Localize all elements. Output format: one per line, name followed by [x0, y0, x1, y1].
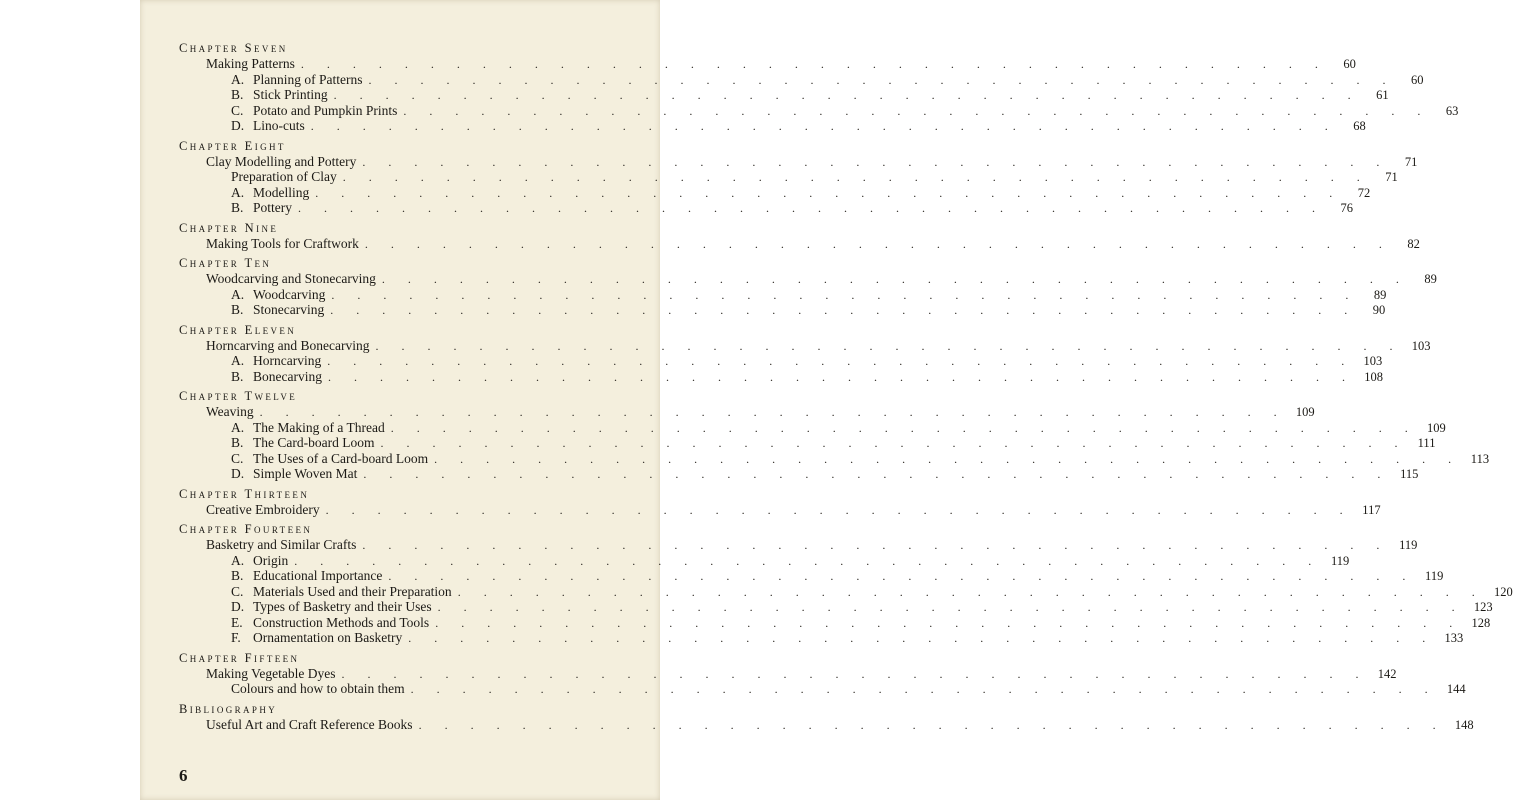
toc-entry-title-group	[206, 404, 254, 420]
chapter-section	[179, 388, 1490, 482]
toc-entry-title: Types of Basketry and their Uses	[253, 599, 432, 614]
toc-entry-page: 123	[1473, 600, 1493, 614]
chapter-section	[179, 650, 1466, 697]
toc-entry-title: The Card-board Loom	[253, 435, 375, 450]
toc-entry	[179, 118, 1366, 134]
toc-entry-title-group	[206, 56, 295, 72]
toc-entry-title-group	[231, 568, 382, 584]
toc-entry-letter: B.	[231, 200, 244, 215]
toc-entry-title-group	[206, 236, 359, 252]
toc-entry-title-group	[206, 502, 320, 518]
toc-entry-title: Materials Used and their Preparation	[253, 583, 452, 599]
toc-entry-title-group	[231, 185, 309, 201]
toc-entry	[179, 404, 1315, 420]
toc-entry-letter: A.	[231, 286, 245, 302]
toc-entry-title-group	[231, 302, 324, 318]
chapter-heading: Bibliography	[179, 701, 278, 716]
toc-entry-letter: D.	[231, 118, 245, 133]
toc-entry-title-group	[231, 353, 321, 369]
dot-leader: . . . . . . . . . . . . . . . . . . . . . . . . . . . . . . . . . . . . . . . .	[381, 272, 1409, 286]
toc-entry-page: 148	[1454, 717, 1474, 732]
dot-leader: . . . . . . . . . . . . . . . . . . . . . . . . . . . . . . . . . . . . . . . .	[327, 354, 1355, 368]
toc-entry-title-group	[206, 154, 356, 170]
toc-entry-title: The Uses of a Card-board Loom	[253, 450, 429, 466]
toc-entry-page: 117	[1362, 502, 1381, 517]
dot-leader: . . . . . . . . . . . . . . . . . . . . . . . . . . . . . . . . . . . . . . . .	[388, 569, 1416, 583]
toc-entry-title: Pottery	[253, 200, 292, 215]
toc-entry-letter: F.	[231, 630, 241, 645]
dot-leader: . . . . . . . . . . . . . . . . . . . . . . . . . . . . . . . . . . . . . . . .	[418, 717, 1446, 732]
toc-entry	[179, 599, 1493, 615]
toc-entry-letter: C.	[231, 102, 244, 118]
toc-entry-page: 133	[1444, 631, 1464, 645]
toc-entry-title: Stick Printing	[253, 87, 328, 102]
dot-leader: . . . . . . . . . . . . . . . . . . . . . . . . . . . . . . . . . . . . . . . .	[375, 338, 1403, 353]
toc-entry-title-group	[231, 599, 432, 615]
toc-entry-page: 111	[1417, 436, 1436, 450]
toc-entry-letter: E.	[231, 614, 243, 630]
dot-leader: . . . . . . . . . . . . . . . . . . . . . . . . . . . . . . . . . . . . . . . .	[362, 154, 1390, 169]
toc-entry-title: Clay Modelling and Pottery	[206, 153, 357, 169]
toc-entry-letter: C.	[231, 583, 244, 599]
toc-entry-page: 103	[1363, 354, 1383, 368]
dot-leader: . . . . . . . . . . . . . . . . . . . . . . . . . . . . . . . . . . . . . . . .	[437, 600, 1465, 614]
toc-entry-page: 90	[1372, 303, 1386, 317]
toc-entry	[179, 419, 1446, 436]
toc-entry-letter: B.	[231, 302, 244, 317]
toc-entry-title: Horncarving	[253, 353, 322, 368]
toc-entry-page: 76	[1340, 201, 1353, 215]
dot-leader: . . . . . . . . . . . . . . . . . . . . . . . . . . . . . . . . . . . . . . . .	[380, 436, 1408, 450]
toc-entry-title-group	[231, 681, 405, 697]
dot-leader: . . . . . . . . . . . . . . . . . . . . . . . . . . . . . . . . . . . . . . . .	[341, 666, 1369, 681]
toc-entry-page: 119	[1425, 569, 1444, 583]
chapter-section	[179, 322, 1431, 385]
toc-entry-page: 68	[1353, 119, 1366, 133]
toc-entry-page: 103	[1411, 338, 1431, 353]
dot-leader: . . . . . . . . . . . . . . . . . . . . . . . . . . . . . . . . . . . . . . . .	[410, 682, 1438, 696]
toc-entry	[179, 302, 1386, 318]
toc-entry-title: Bonecarving	[253, 368, 322, 384]
toc-entry	[179, 665, 1397, 682]
toc-entry-title: Useful Art and Craft Reference Books	[206, 716, 413, 732]
toc-entry-page: 119	[1399, 538, 1418, 552]
dot-leader: . . . . . . . . . . . . . . . . . . . . . . . . . . . . . . . . . . . . . . . .	[327, 369, 1355, 384]
chapter-section	[179, 521, 1513, 646]
toc-entry	[179, 630, 1464, 646]
toc-entry-page: 71	[1385, 170, 1398, 184]
dot-leader: . . . . . . . . . . . . . . . . . . . . . . . . . . . . . . . . . . . . . . . .	[390, 420, 1418, 435]
toc-entry-title: Potato and Pumpkin Prints	[253, 102, 398, 118]
page-number: 6	[179, 766, 188, 785]
toc-entry	[179, 501, 1381, 518]
toc-entry-title: Planning of Patterns	[253, 71, 363, 87]
toc-entry-title-group	[231, 615, 429, 631]
toc-entry-title-group	[231, 466, 357, 482]
chapter-heading: Chapter Seven	[179, 41, 288, 55]
chapter-section	[179, 138, 1418, 216]
toc-entry	[179, 184, 1371, 201]
toc-entry-title-group	[231, 420, 385, 436]
toc-entry-title: Origin	[253, 552, 289, 568]
toc-entry-page: 89	[1373, 287, 1387, 302]
toc-entry-title-group	[231, 584, 452, 600]
toc-entry-letter: B.	[231, 87, 244, 102]
toc-entry-title: Preparation of Clay	[231, 169, 337, 184]
toc-entry-title: Weaving	[206, 404, 254, 419]
chapter-heading: Chapter Eleven	[179, 322, 297, 337]
toc-entry	[179, 353, 1383, 369]
toc-entry	[179, 71, 1424, 88]
toc-entry-page: 72	[1357, 185, 1371, 200]
book-page	[140, 0, 1513, 800]
toc-entry-letter: B.	[231, 368, 244, 384]
dot-leader: . . . . . . . . . . . . . . . . . . . . . . . . . . . . . . . . . . . . . . . .	[364, 236, 1392, 251]
toc-entry-title-group	[231, 553, 288, 569]
toc-entry-title-group	[231, 118, 305, 134]
toc-entry-title-group	[231, 287, 325, 303]
dot-leader: . . . . . . . . . . . . . . . . . . . . . . . . . . . . . . . . . . . . . . . .	[363, 467, 1391, 481]
toc-entry-title: Horncarving and Bonecarving	[206, 337, 370, 353]
toc-entry-title: Colours and how to obtain them	[231, 681, 405, 696]
toc-entry	[179, 450, 1490, 467]
toc-entry-title-group	[206, 666, 335, 682]
dot-leader: . . . . . . . . . . . . . . . . . . . . . . . . . . . . . . . . . . . . . . . .	[434, 451, 1462, 466]
toc-entry-letter: A.	[231, 353, 245, 368]
toc-entry-title: Woodcarving	[253, 286, 326, 302]
toc-entry-letter: A.	[231, 552, 245, 568]
toc-entry-page: 108	[1364, 369, 1383, 384]
chapter-section	[179, 701, 1474, 733]
dot-leader: . . . . . . . . . . . . . . . . . . . . . . . . . . . . . . . . . . . . . . . .	[333, 88, 1361, 102]
dot-leader: . . . . . . . . . . . . . . . . . . . . . . . . . . . . . . . . . . . . . . . .	[310, 119, 1338, 133]
dot-leader: . . . . . . . . . . . . . . . . . . . . . . . . . . . . . . . . . . . . . . . .	[362, 538, 1390, 552]
toc-entry	[179, 56, 1356, 72]
toc-entry	[179, 153, 1418, 170]
toc-entry-title-group	[231, 169, 337, 185]
dot-leader: . . . . . . . . . . . . . . . . . . . . . . . . . . . . . . . . . . . . . . . .	[403, 103, 1431, 118]
dot-leader: . . . . . . . . . . . . . . . . . . . . . . . . . . . . . . . . . . . . . . . .	[408, 631, 1436, 645]
dot-leader: . . . . . . . . . . . . . . . . . . . . . . . . . . . . . . . . . . . . . . . .	[259, 405, 1287, 419]
toc-entry	[179, 435, 1436, 451]
toc-entry-title: Creative Embroidery	[206, 501, 320, 517]
toc-entry	[179, 235, 1420, 252]
toc-entry-title-group	[231, 369, 322, 385]
dot-leader: . . . . . . . . . . . . . . . . . . . . . . . . . . . . . . . . . . . . . . . .	[315, 185, 1343, 200]
chapter-heading: Chapter Fourteen	[179, 522, 313, 536]
toc-entry-title-group	[206, 537, 356, 553]
toc-entry-page: 142	[1377, 666, 1397, 681]
toc-entry	[179, 681, 1466, 697]
toc-entry	[179, 466, 1419, 482]
toc-entry-title-group	[231, 435, 374, 451]
toc-entry-title: Educational Importance	[253, 568, 383, 583]
toc-entry	[179, 614, 1491, 631]
toc-entry	[179, 568, 1444, 584]
chapter-section	[179, 40, 1459, 134]
toc-entry-page: 63	[1445, 103, 1459, 118]
toc-entry-title: Basketry and Similar Crafts	[206, 537, 357, 552]
toc-entry-letter: A.	[231, 184, 245, 200]
chapter-heading: Chapter Thirteen	[179, 486, 310, 501]
dot-leader: . . . . . . . . . . . . . . . . . . . . . . . . . . . . . . . . . . . . . . . .	[457, 584, 1485, 599]
toc-entry-page: 89	[1424, 272, 1437, 286]
toc-entry-title-group	[231, 451, 428, 467]
table-of-contents	[179, 40, 1513, 732]
toc-entry	[179, 337, 1431, 354]
toc-entry-title: Construction Methods and Tools	[253, 614, 430, 630]
toc-entry-letter: D.	[231, 599, 245, 614]
toc-entry-title: Making Tools for Craftwork	[206, 235, 359, 251]
chapter-section	[179, 220, 1420, 252]
toc-entry-title-group	[231, 103, 397, 119]
toc-entry-page: 71	[1404, 154, 1418, 169]
toc-entry-page: 113	[1470, 451, 1490, 466]
toc-entry	[179, 169, 1398, 185]
toc-entry	[179, 200, 1353, 216]
toc-entry-title-group	[206, 271, 376, 287]
toc-entry-letter: B.	[231, 568, 244, 583]
toc-entry-page: 128	[1471, 615, 1491, 630]
toc-entry-title: Making Patterns	[206, 56, 295, 71]
dot-leader: . . . . . . . . . . . . . . . . . . . . . . . . . . . . . . . . . . . . . . . .	[298, 201, 1325, 215]
toc-entry-title: Lino-cuts	[253, 118, 305, 133]
chapter-heading: Chapter Ten	[179, 256, 272, 270]
toc-entry-title: Modelling	[253, 184, 310, 200]
chapter-heading: Chapter Nine	[179, 220, 279, 235]
toc-entry	[179, 537, 1418, 553]
toc-entry-letter: A.	[231, 419, 245, 435]
toc-entry-page: 115	[1400, 467, 1419, 481]
dot-leader: . . . . . . . . . . . . . . . . . . . . . . . . . . . . . . . . . . . . . . . .	[331, 287, 1359, 302]
chapter-heading: Chapter Eight	[179, 138, 286, 153]
toc-entry-title-group	[206, 717, 413, 733]
toc-entry-title-group	[231, 200, 292, 216]
toc-entry	[179, 716, 1474, 733]
toc-entry-title: Making Vegetable Dyes	[206, 665, 336, 681]
toc-entry-page: 60	[1411, 72, 1424, 87]
toc-entry	[179, 286, 1387, 303]
toc-entry-page: 144	[1446, 682, 1466, 696]
dot-leader: . . . . . . . . . . . . . . . . . . . . . . . . . . . . . . . . . . . . . . . .	[342, 170, 1370, 184]
chapter-heading: Chapter Fifteen	[179, 650, 300, 665]
dot-leader: . . . . . . . . . . . . . . . . . . . . . . . . . . . . . . . . . . . . . . . .	[325, 502, 1353, 517]
toc-entry-letter: A.	[231, 71, 245, 87]
dot-leader: . . . . . . . . . . . . . . . . . . . . . . . . . . . . . . . . . . . . . . . .	[368, 72, 1396, 87]
toc-entry-title-group	[231, 87, 328, 103]
toc-entry-letter: C.	[231, 450, 244, 466]
toc-entry-title: Stonecarving	[253, 302, 325, 317]
toc-entry	[179, 583, 1513, 600]
toc-entry-title: The Making of a Thread	[253, 419, 385, 435]
toc-entry-page: 82	[1407, 236, 1420, 251]
toc-entry-letter: D.	[231, 466, 245, 481]
toc-entry-page: 119	[1330, 553, 1350, 568]
toc-entry-title-group	[231, 630, 402, 646]
toc-entry	[179, 271, 1437, 287]
toc-entry-title: Simple Woven Mat	[253, 466, 358, 481]
toc-entry-page: 61	[1376, 88, 1389, 102]
toc-entry-title: Woodcarving and Stonecarving	[206, 271, 376, 286]
toc-entry-page: 120	[1493, 584, 1513, 599]
chapter-section	[179, 255, 1437, 318]
dot-leader: . . . . . . . . . . . . . . . . . . . . . . . . . . . . . . . . . . . . . . . .	[294, 553, 1322, 568]
chapter-section	[179, 486, 1381, 518]
toc-entry-page: 109	[1295, 405, 1315, 419]
dot-leader: . . . . . . . . . . . . . . . . . . . . . . . . . . . . . . . . . . . . . . . .	[435, 615, 1463, 630]
toc-entry	[179, 552, 1350, 569]
toc-entry-title-group	[231, 72, 363, 88]
toc-entry-title: Ornamentation on Basketry	[253, 630, 403, 645]
chapter-heading: Chapter Twelve	[179, 389, 298, 403]
toc-entry-page: 60	[1343, 57, 1356, 71]
dot-leader: . . . . . . . . . . . . . . . . . . . . . . . . . . . . . . . . . . . . . . . .	[330, 303, 1358, 317]
toc-entry-page: 109	[1426, 420, 1446, 435]
toc-entry	[179, 87, 1389, 103]
toc-entry-title-group	[206, 338, 369, 354]
toc-entry	[179, 368, 1383, 385]
toc-entry	[179, 102, 1459, 119]
toc-entry-letter: B.	[231, 435, 244, 450]
dot-leader: . . . . . . . . . . . . . . . . . . . . . . . . . . . . . . . . . . . . . . . .	[300, 57, 1328, 71]
